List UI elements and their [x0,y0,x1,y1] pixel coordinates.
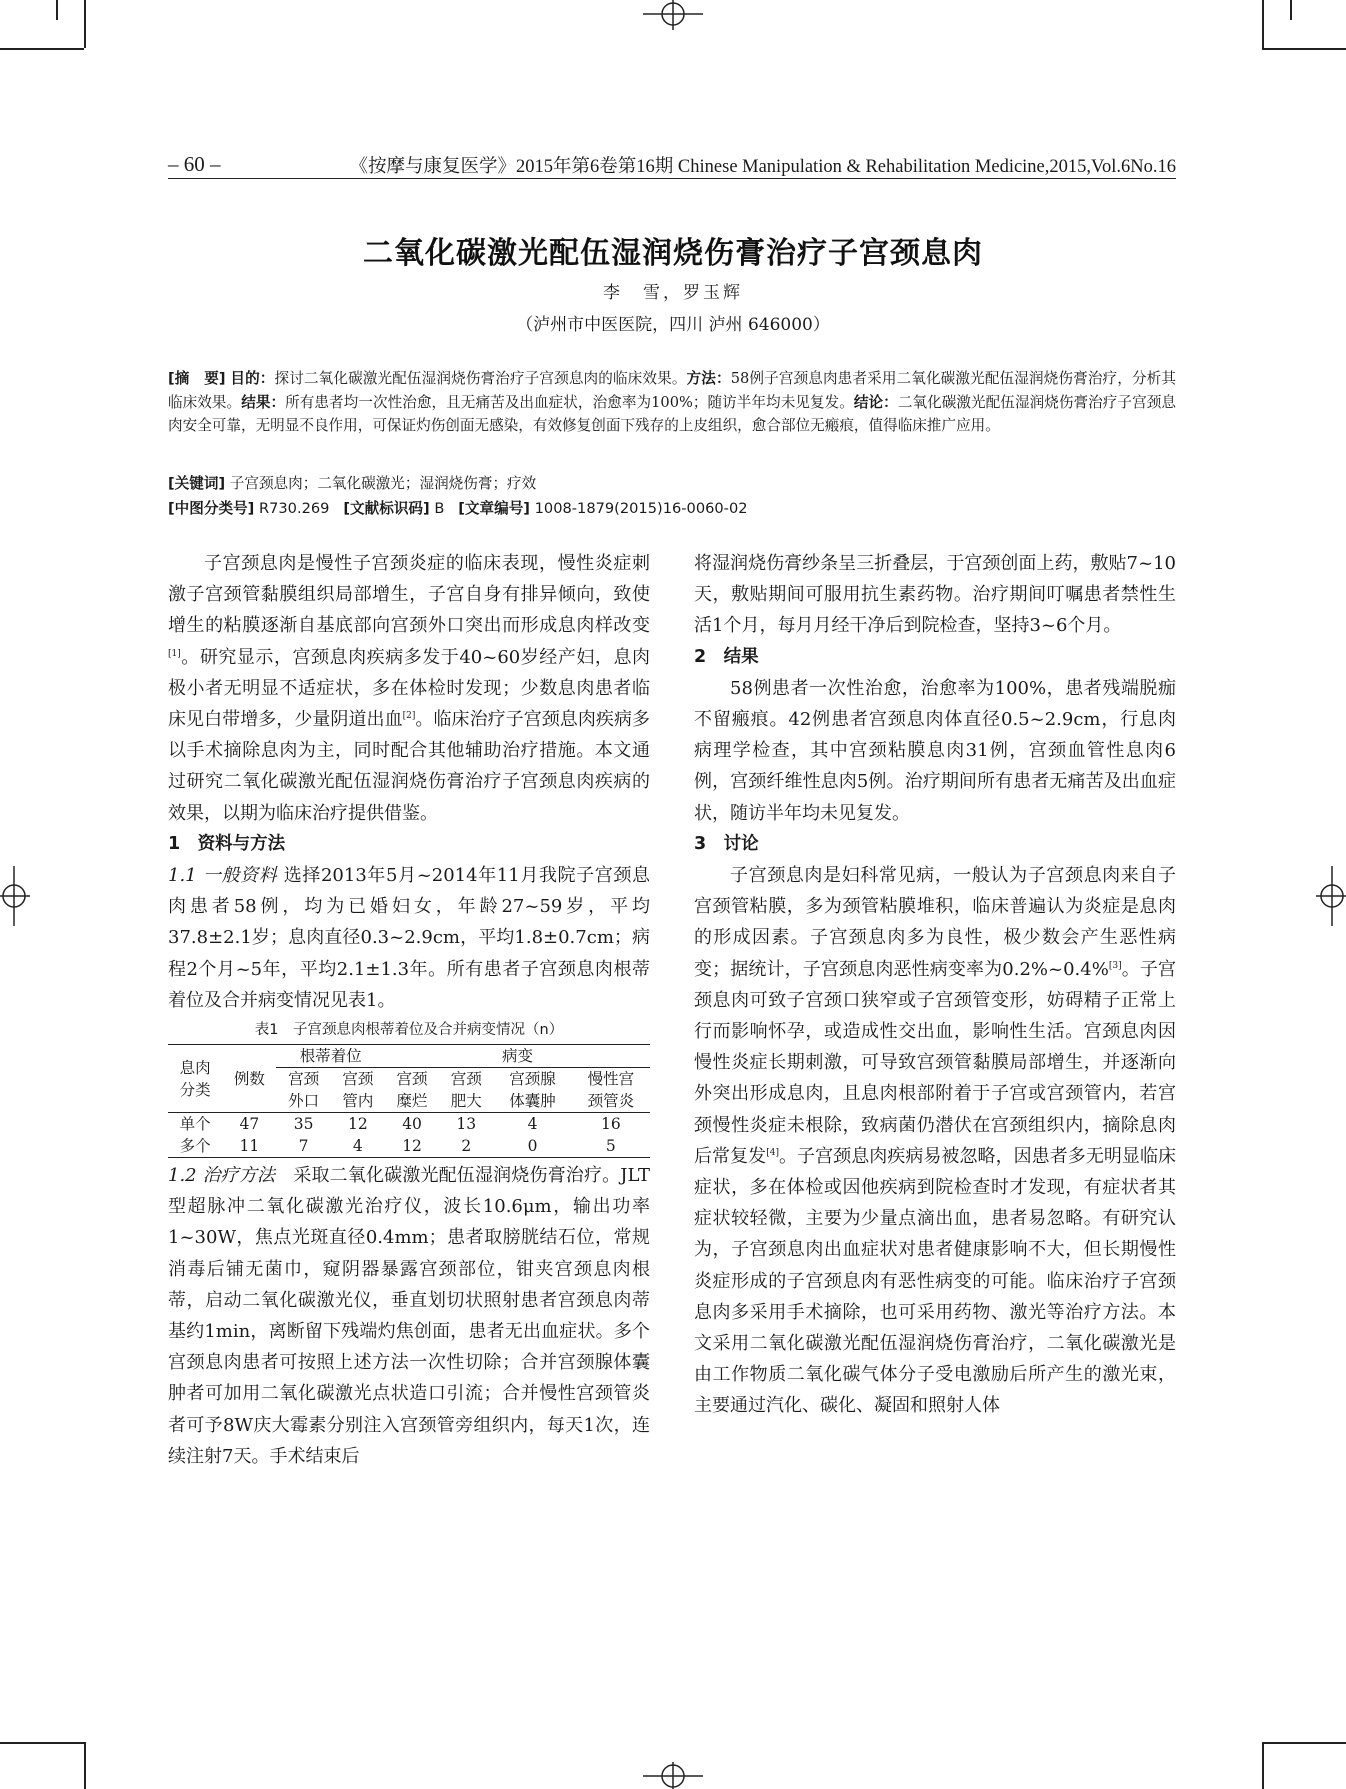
table-cell: 5 [572,1135,650,1158]
purpose-text: 探讨二氧化碳激光配伍湿润烧伤膏治疗子宫颈息肉的临床效果。 [274,370,687,387]
keywords-text: 子宫颈息肉；二氧化碳激光；湿润烧伤膏；疗效 [229,475,537,492]
table-header-cell: 例数 [222,1045,276,1113]
table-header-cell: 慢性宫 颈管炎 [572,1068,650,1113]
crop-mark [1262,1742,1346,1744]
paragraph [168,860,650,1016]
paragraph-text: 。子宫颈息肉疾病易被忽略，因患者多无明显临床症状，多在体检或因他疾病到院检查时才发现，有症状者其症状较轻微，主要为少量点滴出血，患者易忽略。有研究认为，子宫颈息肉出血症状对患者健康影响不大，但长期慢性炎症形成的子宫颈息肉有恶性病变的可能。临床治疗子宫颈息肉多采用手术摘除，也可采用药物、激光等治疗方法。本文采用二氧化碳激光配伍湿润烧伤膏治疗，二氧化碳激光是由工作物质二氧化碳气体分子受电激励后所产生的激光束，主要通过汽化、碳化、凝固和照射人体 [694,1145,1177,1417]
section-heading: 1 资料与方法 [168,833,286,854]
discussion-paragraph [694,860,1176,1422]
table-row [168,1135,650,1158]
article-id-value: 1008-1879(2015)16-0060-02 [534,500,748,517]
intro-text: 子宫颈息肉是慢性子宫颈炎症的临床表现，慢性炎症刺激子宫颈管黏膜组织局部增生，子宫自身有排异倾向，致使增生的粘膜逐渐自基底部向宫颈外口突出而形成息肉样改变 [168,553,650,637]
method-text: 58例子宫颈息肉患者采用二氧化碳激光配伍湿润烧伤膏治疗，分析其临床效果。 [168,370,1176,411]
section-heading: 2 结果 [694,646,759,667]
intro-text: 。临床治疗子宫颈息肉疾病多以手术摘除息肉为主，同时配合其他辅助治疗措施。本文通过研究二氧化碳激光配伍湿润烧伤膏治疗子宫颈息肉疾病的效果，以期为临床治疗提供借鉴。 [168,709,650,824]
paragraph: 将湿润烧伤膏纱条呈三折叠层，于宫颈创面上药，敷贴7~10天，敷贴期间可服用抗生素药物。治疗期间叮嘱患者禁性生活1个月，每月月经干净后到院检查，坚持3~6个月。 [694,553,1176,637]
registration-mark-icon [1316,866,1346,926]
citation: [4] [766,1147,779,1158]
paragraph-text: 采取二氧化碳激光配伍湿润烧伤膏治疗。JLT型超脉冲二氧化碳激光治疗仪，波长10.6μm，输出功率1~30W，焦点光斑直径0.4mm；患者取膀胱结石位，常规消毒后铺无菌巾，窥阴器暴露宫颈部位，钳夹宫颈息肉根蒂，启动二氧化碳激光仪，垂直划切状照射患者宫颈息肉蒂基约1min，离断留下残端灼焦创面，患者无出血症状。多个宫颈息肉患者可按照上述方法一次性切除；合并宫颈腺体囊肿者可加用二氧化碳激光点状造口引流；合并慢性宫颈管炎者可予8W庆大霉素分别注入宫颈管旁组织内，每天1次，连续注射7天。手术结束后 [168,1165,650,1467]
table-row [168,1113,650,1136]
method-label: 方法： [686,370,731,387]
section-heading: 3 讨论 [694,833,759,854]
intro-text: 。研究显示，宫颈息肉疾病多发于40~60岁经产妇，息肉极小者无明显不适症状，多在体检时发现；少数息肉患者临床见白带增多，少量阴道出血 [168,646,650,731]
table-header-cell: 宫颈 管内 [331,1068,385,1113]
crop-mark [84,0,86,48]
crop-mark [1262,48,1346,50]
table-cell: 47 [239,1115,260,1134]
article-id-label: [文章编号] [458,500,530,517]
table-cell: 4 [527,1115,538,1134]
crop-mark [1290,0,1292,20]
table-header-cell: 息肉 分类 [168,1045,222,1113]
purpose-label: 目的： [230,370,275,387]
data-table [168,1044,650,1158]
article-title: 二氧化碳激光配伍湿润烧伤膏治疗子宫颈息肉 [363,236,983,271]
table-cell: 2 [439,1135,493,1158]
crop-mark [0,1742,84,1744]
crop-mark [56,0,58,20]
citation: [2] [402,711,416,722]
left-column [168,548,650,1472]
table-cell: 13 [456,1115,477,1134]
table-caption: 表1 子宫颈息肉根蒂着位及合并病变情况（n） [254,1022,564,1039]
journal-citation: 《按摩与康复医学》2015年第6卷第16期 Chinese Manipulation & Rehabilitation Medicine,2015,Vol.6No.16 [349,157,1176,177]
subsection-label: 1.2 治疗方法 [168,1165,276,1187]
keywords [168,472,536,493]
paragraph: 58例患者一次性治愈，治愈率为100%，患者残端脱痂不留瘢痕。42例患者宫颈息肉体直径0.5~2.9cm，行息肉病理学检查，其中宫颈粘膜息肉31例，宫颈血管性息肉6例，宫颈纤维性息肉5例。治疗期间所有患者无痛苦及出血症状，随访半年均未见复发。 [694,677,1176,824]
clc-value: R730.269 [258,500,330,517]
authors: 李 雪，罗玉辉 [603,283,743,303]
table-cell: 12 [347,1115,368,1134]
page-number: – 60 – [168,152,221,176]
right-column [694,548,1176,1422]
table-cell: 11 [222,1135,276,1158]
table-cell: 16 [600,1115,621,1134]
registration-mark-icon [0,866,30,926]
doc-code-label: [文献标识码] [343,500,430,517]
table-cell: 35 [293,1115,314,1134]
table-group-header: 病变 [385,1045,650,1068]
affiliation: （泸州市中医医院，四川 泸州 646000） [516,315,830,335]
paragraph-text: 选择2013年5月~2014年11月我院子宫颈息肉患者58例，均为已婚妇女，年龄27~59岁，平均37.8±2.1岁；息肉直径0.3~2.9cm，平均1.8±0.7cm；病程2个月~5年，平均2.1±1.3年。所有患者子宫颈息肉根蒂着位及合并病变情况见表1。 [168,865,650,1011]
paragraph-text: 。子宫颈息肉可致子宫颈口狭窄或子宫颈管变形，妨碍精子正常上行而影响怀孕，或造成性交出血，影响性生活。宫颈息肉因慢性炎症长期刺激，可导致宫颈管黏膜局部增生，并逐渐向外突出形成息肉，且息肉根部附着于子宫或宫颈管内，若宫颈慢性炎症未根除，致病菌仍潜伏在宫颈组织内，摘除息肉后常复发 [694,958,1176,1167]
citation: [3] [1108,960,1122,971]
table-cell: 12 [385,1135,439,1158]
paragraph-text: 子宫颈息肉是妇科常见病，一般认为子宫颈息肉来自子宫颈管粘膜，多为颈管粘膜堆积，临床普遍认为炎症是息肉的形成因素。子宫颈息肉多为良性，极少数会产生恶性病变；据统计，子宫颈息肉恶性病变率为0.2%~0.4% [694,865,1176,980]
abstract [168,367,1176,438]
table-cell: 7 [276,1135,330,1158]
conclusion-text: 二氧化碳激光配伍湿润烧伤膏治疗子宫颈息肉安全可靠，无明显不良作用，可保证灼伤创面无感染，有效修复创面下残存的上皮组织，愈合部位无瘢痕，值得临床推广应用。 [168,393,1176,434]
registration-mark-icon [643,1762,703,1789]
table-cell: 单个 [179,1115,211,1134]
table-cell: 40 [402,1115,422,1134]
table-cell: 4 [331,1135,385,1158]
paragraph [168,1160,650,1472]
crop-mark [84,1742,86,1789]
table-header-cell: 宫颈 外口 [276,1068,330,1113]
running-header [168,148,1176,179]
crop-mark [1262,1742,1264,1789]
table-header-cell: 宫颈 糜烂 [385,1068,439,1113]
crop-mark [0,48,84,50]
result-text: 所有患者均一次性治愈，且无痛苦及出血症状，治愈率为100%；随访半年均未见复发。 [285,393,854,411]
table-cell: 多个 [168,1135,222,1158]
intro-paragraph [168,548,650,829]
registration-mark-icon [643,0,703,30]
table-header-cell: 宫颈 肥大 [439,1068,493,1113]
table-group-header: 根蒂着位 [276,1045,384,1068]
citation: [1] [168,648,181,659]
keywords-label: [关键词] [168,475,226,492]
subsection-label: 1.1 一般资料 [168,865,278,887]
result-label: 结果： [241,393,286,411]
classification-line [168,497,1176,518]
doc-code-value: B [434,500,445,517]
table-header-cell: 宫颈腺 体囊肿 [493,1068,571,1113]
abstract-label: [摘 要] [168,370,226,387]
table-cell: 0 [493,1135,571,1158]
clc-label: [中图分类号] [168,500,255,517]
crop-mark [1262,0,1264,48]
conclusion-label: 结论： [853,393,898,411]
